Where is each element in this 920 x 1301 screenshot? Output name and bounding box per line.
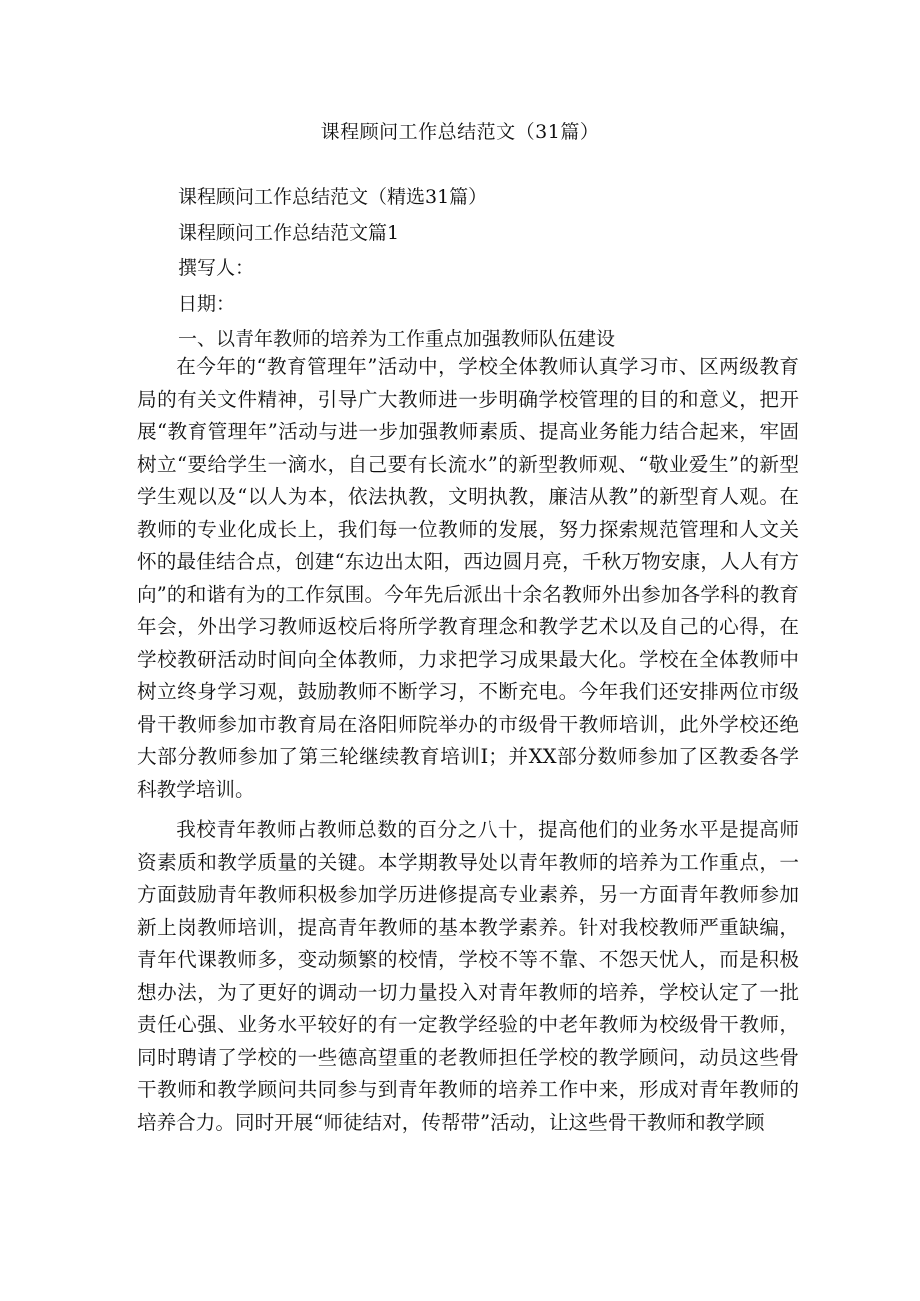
date-field: 日期： <box>178 292 236 315</box>
chapter-heading: 课程顾问工作总结范文篇1 <box>178 221 400 244</box>
author-field: 撰写人： <box>178 257 255 279</box>
body-paragraph-2: 我校青年教师占教师总数的百分之八十，提高他们的业务水平是提高师资素质和教学质量的关键。本学期教导处以青年教师的培养为工作重点，一方面鼓励青年教师积极参加学历进修提高专业素养，另一方面青年教师参加新上岗教师培训，提高青年教师的基本教学素养。针对我校教师严重缺编，青年代课教师多，变动频繁的校情，学校不等不靠、不怨天忧人，而是积极想办法，为了更好的调动一切力量投入对青年教师的培养，学校认定了一批责任心强、业务水平较好的有一定教学经验的中老年教师为校级骨干教师，同时聘请了学校的一些德高望重的老教师担任学校的教学顾问，动员这些骨干教师和教学顾问共同参与到青年教师的培养工作中来，形成对青年教师的培养合力。同时开展“师徒结对，传帮带”活动，让这些骨干教师和教学顾 <box>137 818 799 1134</box>
body-paragraph-1: 在今年的“教育管理年”活动中，学校全体教师认真学习市、区两级教育局的有关文件精神，引导广大教师进一步明确学校管理的目的和意义，把开展“教育管理年”活动与进一步加强教师素质、提高业务能力结合起来，牢固树立“要给学生一滴水，自己要有长流水”的新型教师观、“敬业爱生”的新型学生观以及“以人为本，依法执教，文明执教，廉洁从教”的新型育人观。在教师的专业化成长上，我们每一位教师的发展，努力探索规范管理和人文关怀的最佳结合点，创建“东边出太阳，西边圆月亮，千秋万物安康，人人有方向”的和谐有为的工作氛围。今年先后派出十余名教师外出参加各学科的教育年会，外出学习教师返校后将所学教育理念和教学艺术以及自己的心得，在学校教研活动时间向全体教师，力求把学习成果最大化。学校在全体教师中树立终身学习观，鼓励教师不断学习，不断充电。今年我们还安排两位市级骨干教师参加市教育局在洛阳师院举办的市级骨干教师培训，此外学校还绝大部分教师参加了第三轮继续教育培训I；并XX部分数师参加了区教委各学科教学培训。 <box>137 355 799 801</box>
document-title: 课程顾问工作总结范文（31篇） <box>320 121 600 143</box>
document-header-lines <box>178 180 818 358</box>
section-heading: 一、以青年教师的培养为工作重点加强教师队伍建设 <box>178 328 616 350</box>
subtitle-line: 课程顾问工作总结范文（精选31篇） <box>178 186 488 208</box>
document-body <box>137 351 799 1147</box>
